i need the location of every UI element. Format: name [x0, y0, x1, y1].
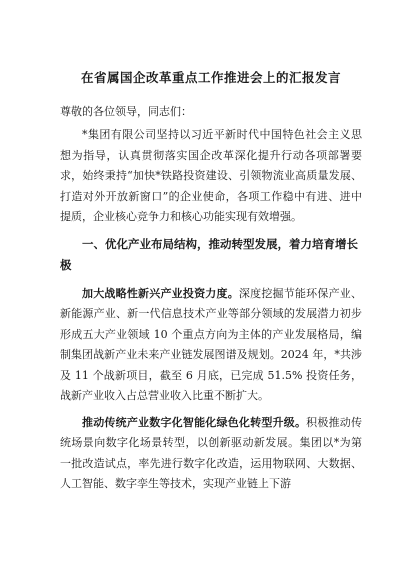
paragraph-1-body: 深度挖掘节能环保产业、新能源产业、新一代信息技术产业等部分领域的发展潜力初步形成五大产业领域 10 个重点方向为主体的产业发展格局，编制集团战新产业未来产业链发展图谱及规划。2024 年，*共涉及 11 个战新项目，截至 6 月底，已完成 51.5% 投资任务，战新产业收入占总营业收入比重不断扩大。 [60, 286, 363, 402]
paragraph-1-lead: 加大战略性新兴产业投资力度。 [82, 286, 239, 300]
paragraph-1 [60, 284, 362, 407]
section-heading-1: 一、优化产业布局结构，推动转型发展，着力培育增长极 [60, 236, 358, 272]
document-title: 在省属国企改革重点工作推进会上的汇报发言 [80, 70, 341, 85]
paragraph-2-lead: 推动传统产业数字化智能化绿色化转型升级。 [82, 415, 307, 429]
paragraph-2 [60, 413, 362, 495]
salutation: 尊敬的各位领导，同志们： [60, 105, 192, 118]
intro-paragraph: *集团有限公司坚持以习近平新时代中国特色社会主义思想为指导，认真贯彻落实国企改革深化提升行动各项部署要求，始终秉持“加快*铁路投资建设、引领物流业高质量发展、打造对外开放新窗口”的企业使命，各项工作稳中有进、进中提质，企业核心竞争力和核心功能实现有效增强。 [60, 128, 362, 223]
paragraph-2-body: 积极推动传统场景向数字化场景转型，以创新驱动新发展。集团以*为第一批改造试点，率先进行数字化改造，运用物联网、大数据、人工智能、数字孪生等技术，实现产业链上下游 [60, 415, 363, 490]
